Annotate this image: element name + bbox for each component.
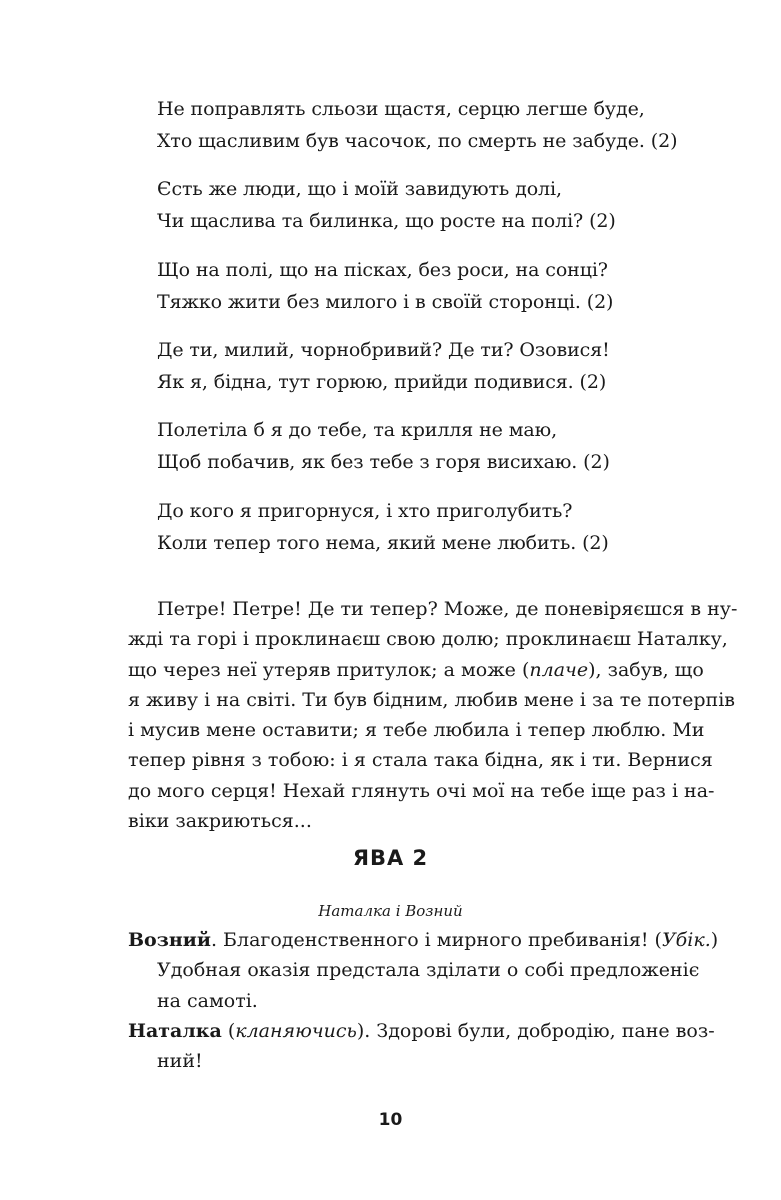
verse-line: Єсть же люди, що і моїй завидують долі,: [157, 178, 562, 200]
song-stanza-5: [157, 414, 610, 478]
dialog-line-natalka: Наталка (кланяючись). Здорові були, добродію, пане воз-: [128, 1019, 715, 1042]
dialog-continuation: ний!: [157, 1050, 203, 1073]
prose-line: Петре! Петре! Де ти тепер? Може, де поневіряєшся в ну-: [157, 598, 738, 620]
stage-direction: плаче: [529, 658, 589, 681]
song-stanza-3: [157, 254, 613, 318]
song-stanza-6: [157, 495, 609, 559]
prose-line: що через неї утеряв притулок; а може (плаче), забув, що: [128, 658, 704, 681]
verse-line: Полетіла б я до тебе, та крилля не маю,: [157, 419, 558, 441]
verse-line: Хто щасливим був часочок, по смерть не забуде. (2): [157, 130, 678, 152]
dialog-continuation: Удобная оказія предстала зділати о собі предложеніє: [157, 959, 700, 982]
verse-line: До кого я пригорнуся, і хто приголубить?: [157, 500, 573, 522]
dialog-continuation: на самоті.: [157, 989, 258, 1012]
stage-direction: Убік.: [661, 929, 711, 951]
stage-direction: кланяючись: [235, 1019, 357, 1042]
scene-characters: Наталка і Возний: [318, 902, 463, 920]
song-stanza-1: [157, 93, 677, 157]
verse-line: Де ти, милий, чорнобривий? Де ти? Озовися!: [157, 339, 610, 361]
prose-line: віки закриються...: [128, 810, 312, 833]
prose-line: до мого серця! Нехай глянуть очі мої на тебе іще раз і на-: [128, 779, 715, 802]
verse-line: Тяжко жити без милого і в своїй сторонці. (2): [157, 291, 614, 313]
dialog-block: [128, 925, 719, 1076]
verse-line: Як я, бідна, тут горюю, прийди подивися. (2): [157, 371, 607, 393]
verse-line: Коли тепер того нема, який мене любить. (2): [157, 532, 609, 554]
speaker-name: Наталка: [128, 1019, 222, 1042]
page-number: 10: [378, 1110, 403, 1130]
dialog-line-voznyi: Возний. Благоденственного і мирного пребиванія! (Убік.): [128, 929, 719, 951]
song-stanza-4: [157, 334, 610, 398]
verse-line: Щоб побачив, як без тебе з горя висихаю. (2): [157, 451, 610, 473]
scene-heading: ЯВА 2: [352, 846, 429, 870]
prose-line: я живу і на світі. Ти був бідним, любив мене і за те потерпів: [128, 688, 735, 711]
song-stanza-2: [157, 173, 616, 237]
verse-line: Чи щаслива та билинка, що росте на полі? (2): [157, 210, 616, 232]
prose-line: і мусив мене оставити; я тебе любила і тепер люблю. Ми: [128, 719, 705, 742]
prose-line: жді та горі і проклинаєш свою долю; проклинаєш Наталку,: [128, 628, 728, 651]
verse-line: Не поправлять сльози щастя, серцю легше буде,: [157, 98, 645, 120]
speaker-name: Возний: [128, 929, 211, 951]
verse-line: Що на полі, що на пісках, без роси, на сонці?: [157, 259, 608, 281]
prose-line: тепер рівня з тобою: і я стала така бідна, як і ти. Вернися: [128, 749, 713, 772]
monologue-paragraph: [128, 594, 738, 836]
